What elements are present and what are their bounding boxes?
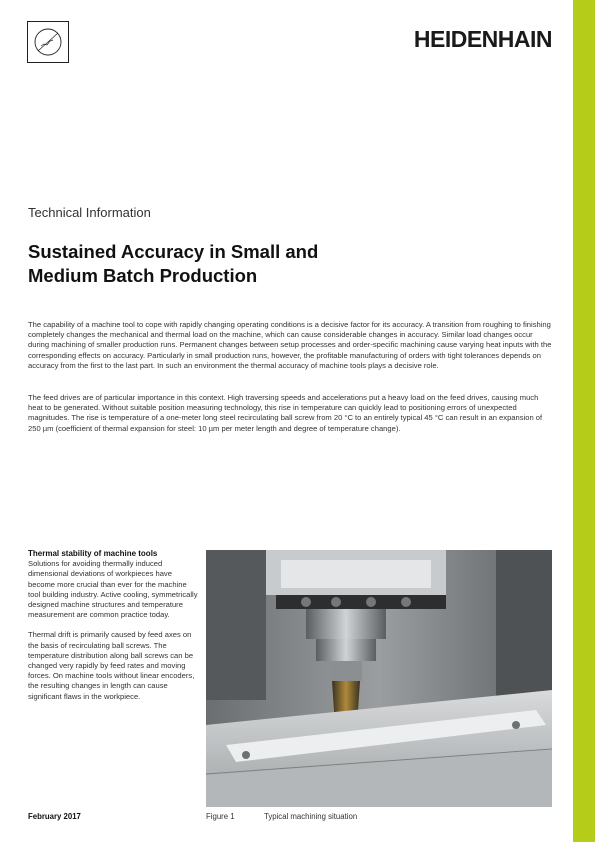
feed-drives-paragraph: The feed drives are of particular importance in this context. High traversing speeds and accelerations put a heavy load on the feed drives, causing much heat to be generated. Without suitable position measuring technology, this rise in temperature can quickly lead to positioning errors of unexpected magnitudes. The rise is temperature of a one-meter long steel recirculating ball screw from 20 °C to an entirely typical 45 °C can result in an expansion of 250 µm (coefficient of thermal expansion for steel: 10 µm per meter length and degree of temperature change). (28, 393, 543, 433)
page-title: Sustained Accuracy in Small and Medium Batch Production (28, 241, 319, 286)
publication-date: February 2017 (28, 812, 81, 821)
sidebar-heading: Thermal stability of machine tools (28, 549, 158, 558)
sidebar-paragraph-1: Solutions for avoiding thermally induced dimensional deviations of workpieces have become more crucial than ever for the machine tool building industry. Active cooling, symmetrically designed machine structures and temperature measurement are common practice today. (28, 559, 198, 620)
quality-seal-icon (27, 21, 69, 63)
figure-label: Figure 1 (206, 812, 235, 821)
accent-bar (573, 0, 595, 842)
figure-caption: Typical machining situation (264, 812, 358, 821)
sidebar-section (28, 549, 198, 712)
brand-logo: HEIDENHAIN (413, 26, 552, 52)
machining-photo (206, 550, 552, 807)
intro-paragraph: The capability of a machine tool to cope with rapidly changing operating conditions is a decisive factor for its accuracy. A transition from roughing to finishing completely changes the mechanical and thermal load on the machine, which can cause considerable changes in accuracy. Similar load changes occur during machining of smaller production runs. Permanent changes between setup processes and order-specific machining cause varying heat inputs with the corresponding effects on accuracy. Particularly in small production runs, however, the profitable manufacturing of orders with tight tolerances depends on accuracy from the first to the last part. In such an environment the thermal accuracy of machine tools plays a decisive role. (28, 320, 552, 370)
document-type: Technical Information (28, 205, 151, 220)
sidebar-paragraph-2: Thermal drift is primarily caused by feed axes on the basis of recirculating ball screws. The temperature distribution along ball screws can be changed very rapidly by feed rates and moving forces. On machine tools without linear encoders, the resulting changes in length can cause significant flaws in the workpiece. (28, 630, 195, 701)
